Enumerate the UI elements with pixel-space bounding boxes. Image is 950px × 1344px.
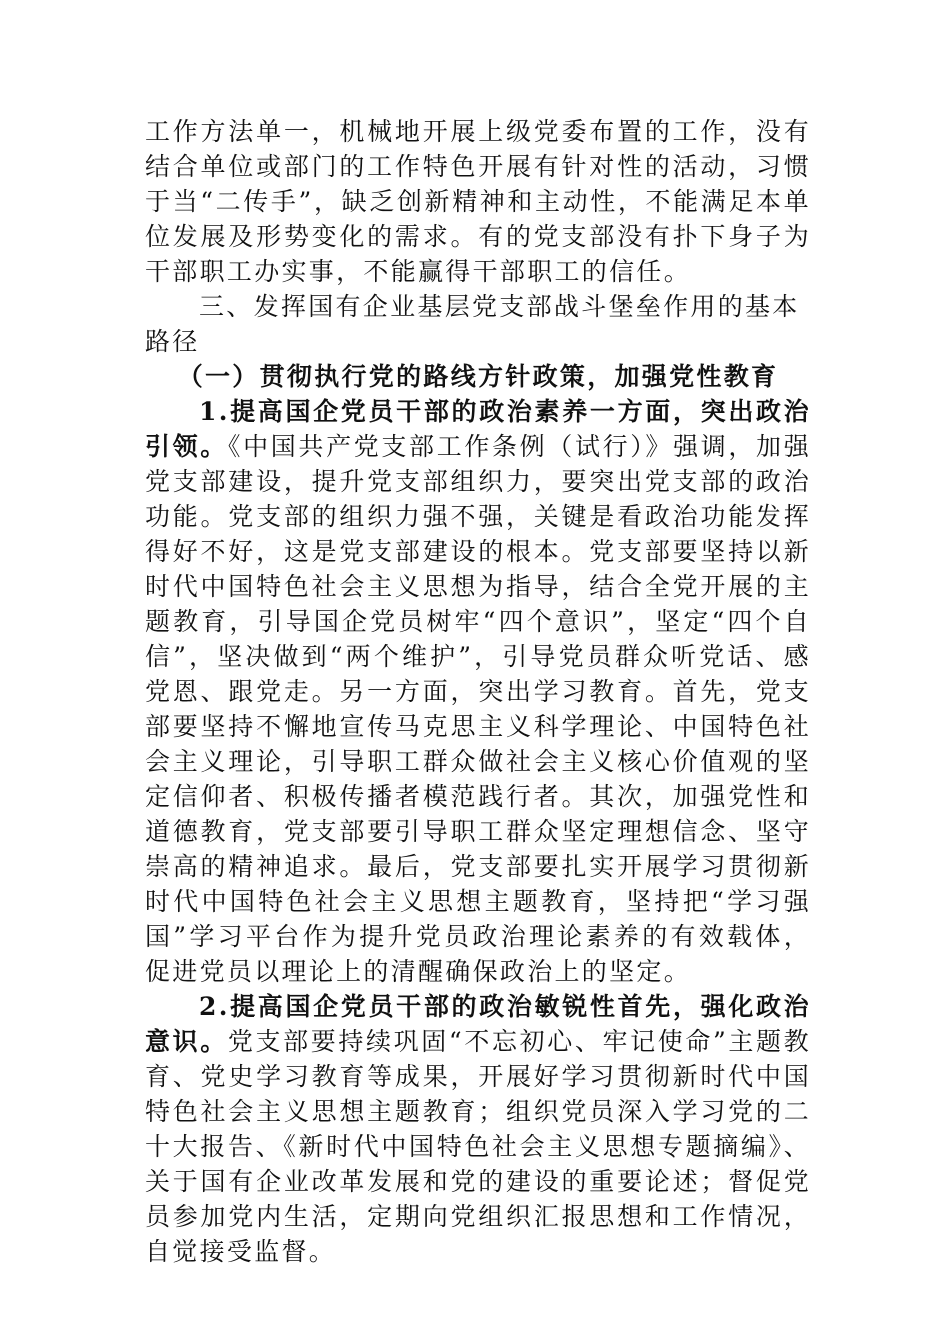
item-1-body: 《中国共产党支部工作条例（试行）》强调，加强党支部建设，提升党支部组织力，要突出党支部的政治功能。党支部的组织力强不强，关键是看政治功能发挥得好不好，这是党支部建设的根本。党支部要坚持以新时代中国特色社会主义思想为指导，结合全党开展的主题教育，引导国企党员树牢“四个意识”，坚定“四个自信”，坚决做到“两个维护”，引导党员群众听党话、感党恩、跟党走。另一方面，突出学习教育。首先，党支部要坚持不懈地宣传马克思主义科学理论、中国特色社会主义理论，引导职工群众做社会主义核心价值观的坚定信仰者、积极传播者模范践行者。其次，加强党性和道德教育，党支部要引导职工群众坚定理想信念、坚守崇高的精神追求。最后，党支部要扎实开展学习贯彻新时代中国特色社会主义思想主题教育，坚持把“学习强国”学习平台作为提升党员政治理论素养的有效载体，促进党员以理论上的清醒确保政治上的坚定。 [145, 432, 811, 986]
item-paragraph-1 [145, 394, 811, 989]
item-2-lead: 2.提高国企党员干部的政治敏锐性首先，强化政治意识。 [145, 992, 811, 1056]
item-2-body: 党支部要持续巩固“不忘初心、牢记使命”主题教育、党史学习教育等成果，开展好学习贯彻新时代中国特色社会主义思想主题教育；组织党员深入学习党的二十大报告、《新时代中国特色社会主义思想专题摘编》、关于国有企业改革发展和党的建设的重要论述；督促党员参加党内生活，定期向党组织汇报思想和工作情况，自觉接受监督。 [145, 1027, 811, 1266]
item-1-lead: 1.提高国企党员干部的政治素养一方面，突出政治引领。 [145, 397, 811, 461]
subsection-heading: （一）贯彻执行党的路线方针政策，加强党性教育 [177, 362, 779, 391]
document-body [145, 114, 811, 1269]
continued-paragraph: 工作方法单一，机械地开展上级党委布置的工作，没有结合单位或部门的工作特色开展有针对性的活动，习惯于当“二传手”，缺乏创新精神和主动性，不能满足本单位发展及形势变化的需求。有的党支部没有扑下身子为干部职工办实事，不能赢得干部职工的信任。 [145, 117, 811, 286]
item-paragraph-2 [145, 989, 811, 1269]
section-heading: 三、发挥国有企业基层党支部战斗堡垒作用的基本路径 [145, 292, 800, 356]
